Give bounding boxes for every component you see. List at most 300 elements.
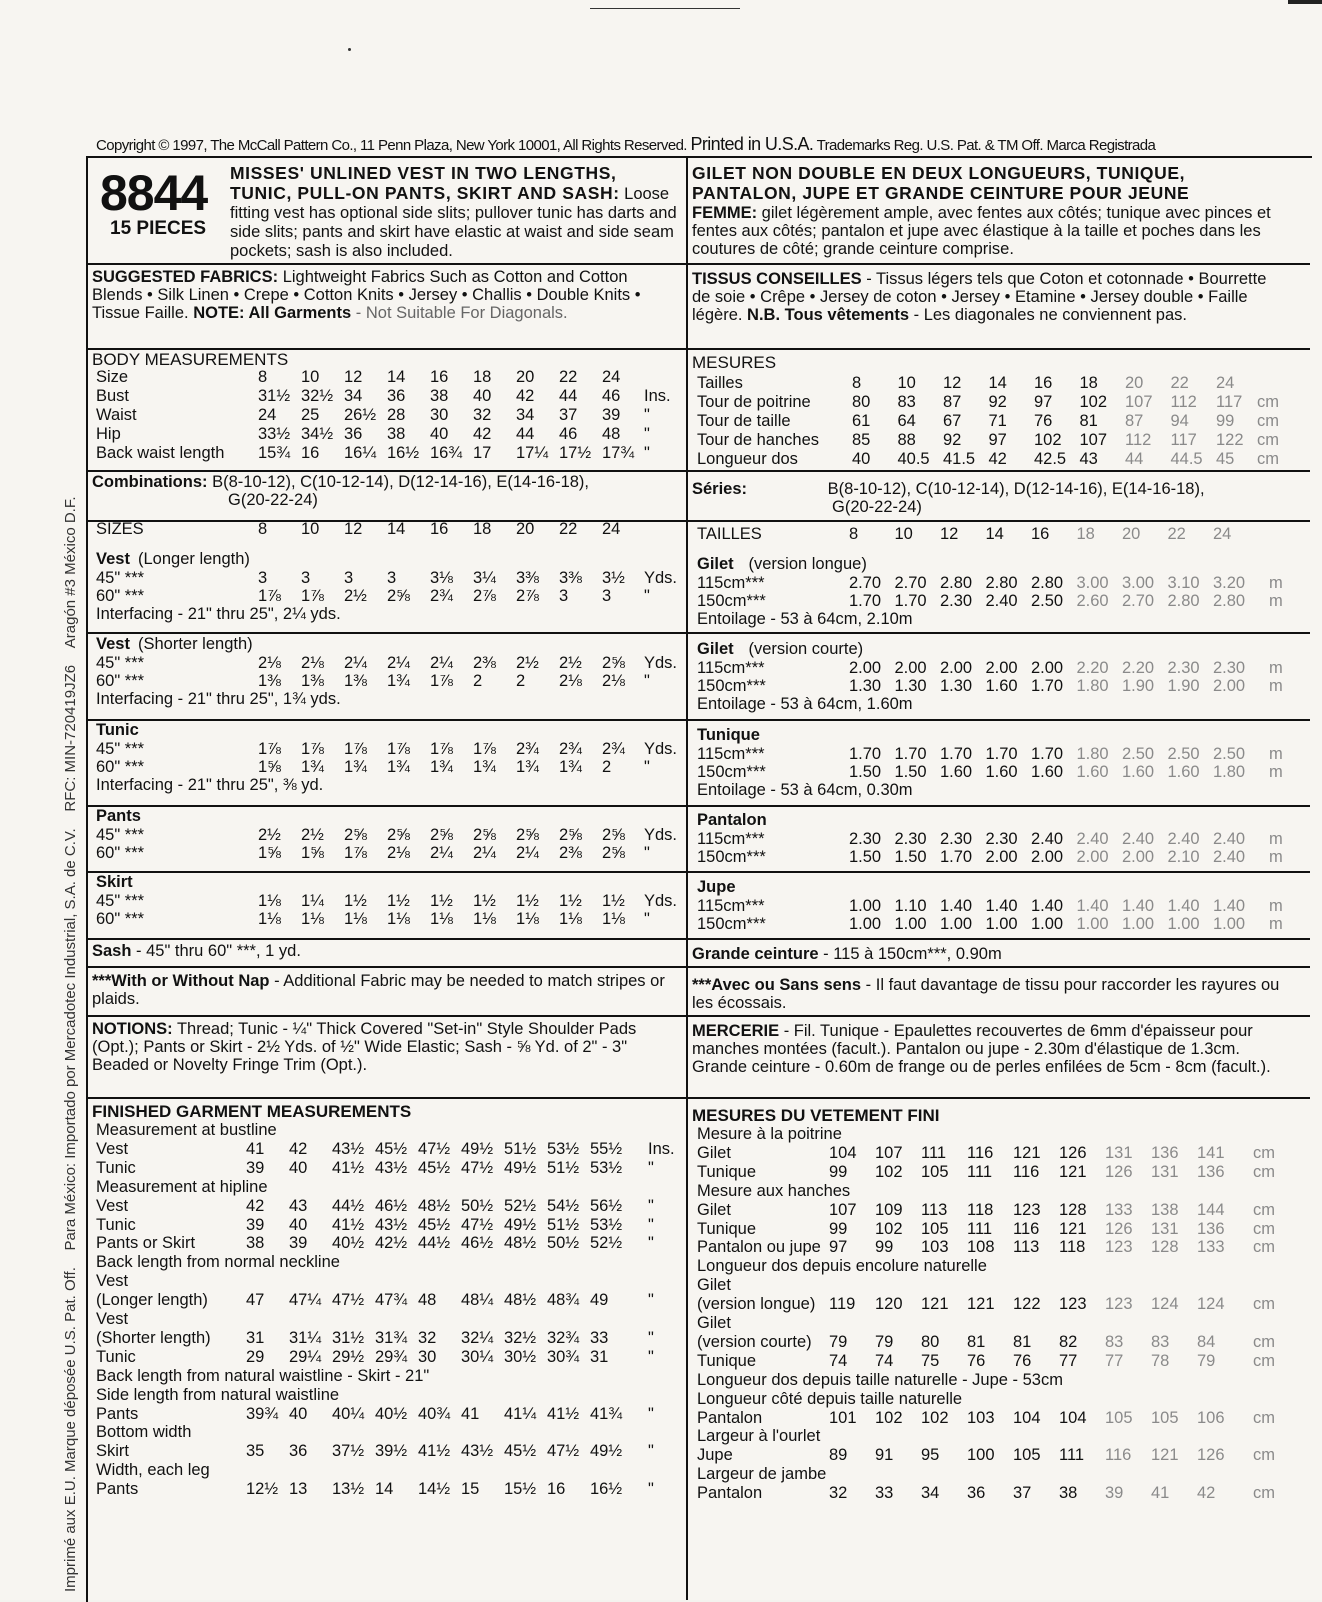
copyright-text: Copyright © 1997, The McCall Pattern Co., 11 Penn Plaza, New York 10001, All Rights Reserved.: [96, 137, 687, 154]
value-cell: 2.30: [940, 592, 973, 610]
unit-cell: ": [648, 1196, 654, 1215]
value-cell: 111: [1059, 1446, 1085, 1465]
value-cell: 29½: [332, 1347, 365, 1366]
value-cell: 42: [516, 387, 535, 405]
value-cell: 2.40: [1167, 830, 1200, 848]
finished-row: [96, 1291, 676, 1310]
value-cell: 1½: [387, 892, 410, 910]
unit-cell: cm: [1253, 1238, 1275, 1257]
value-cell: 102: [921, 1408, 949, 1427]
unit-cell: m: [1269, 763, 1283, 781]
value-cell: 3.20: [1213, 574, 1246, 592]
value-cell: 16: [430, 368, 449, 386]
value-cell: 30¾: [547, 1347, 580, 1366]
value-cell: 111: [967, 1219, 993, 1238]
garment-head: [96, 550, 676, 569]
value-cell: 17¾: [602, 444, 635, 462]
value-cell: 32: [418, 1328, 437, 1347]
row-label: Size: [96, 368, 129, 386]
value-cell: 40: [289, 1158, 308, 1177]
value-cell: 17¼: [516, 444, 549, 462]
value-cell: 81: [967, 1332, 986, 1351]
value-cell: 2.00: [1031, 659, 1064, 677]
value-cell: 40: [852, 450, 871, 468]
subhead-text: Mesure aux hanches: [697, 1181, 851, 1200]
finished-row: [96, 1329, 676, 1348]
copyright-line: [96, 134, 1306, 155]
finished-row: [697, 1484, 1287, 1503]
subhead-text: Side length from natural waistline: [96, 1385, 340, 1404]
value-cell: 38: [246, 1234, 265, 1253]
yardage-row: [96, 910, 676, 929]
value-cell: 136: [1151, 1143, 1179, 1162]
value-cell: 2.70: [849, 574, 882, 592]
value-cell: 53½: [590, 1215, 623, 1234]
unit-cell: cm: [1253, 1200, 1275, 1219]
sizes-row: [96, 520, 676, 539]
value-cell: 92: [988, 393, 1007, 411]
value-cell: 97: [1034, 393, 1053, 411]
value-cell: 16¾: [430, 444, 463, 462]
value-cell: 1.30: [849, 677, 882, 695]
value-cell: 2.00: [1122, 848, 1155, 866]
value-cell: 1.40: [985, 897, 1018, 915]
value-cell: 1⅞: [258, 587, 281, 605]
value-cell: 71: [988, 412, 1007, 430]
value-cell: 1⅝: [301, 844, 324, 862]
unit-cell: cm: [1257, 450, 1279, 468]
value-cell: 81: [1013, 1332, 1032, 1351]
value-cell: 92: [943, 431, 962, 449]
en-sash-text: - 45" thru 60" ***, 1 yd.: [136, 942, 301, 960]
value-cell: 16: [547, 1480, 566, 1499]
fr-sash-head: Grande ceinture: [692, 945, 819, 963]
value-cell: 39: [289, 1234, 308, 1253]
value-cell: 50½: [547, 1234, 580, 1253]
finished-row: [96, 1348, 676, 1367]
value-cell: 47½: [332, 1291, 365, 1310]
size-cell: 8: [258, 520, 268, 538]
value-cell: 16: [301, 444, 320, 462]
value-cell: 1⅞: [344, 740, 367, 758]
garment-name: Tunic: [96, 721, 139, 739]
value-cell: 1⅛: [387, 910, 410, 928]
value-cell: 43½: [332, 1139, 365, 1158]
finished-row: [96, 1405, 676, 1424]
value-cell: 3⅜: [516, 569, 539, 587]
finished-row: [697, 1163, 1287, 1182]
value-cell: 16¼: [344, 444, 377, 462]
value-cell: 1⅜: [301, 672, 324, 690]
value-cell: 1.00: [1213, 915, 1246, 933]
value-cell: 102: [875, 1219, 903, 1238]
finished-subhead: [96, 1121, 676, 1140]
en-comb-line2: G(20-22-24): [228, 491, 318, 509]
value-cell: 26½: [344, 406, 377, 424]
value-cell: 17½: [559, 444, 592, 462]
value-cell: 17: [473, 444, 492, 462]
value-cell: 42: [473, 425, 492, 443]
value-cell: 36: [387, 387, 406, 405]
fr-note-head: N.B. Tous vêtements: [747, 306, 910, 324]
value-cell: 76: [1034, 412, 1053, 430]
row-label: 115cm***: [697, 745, 765, 763]
value-cell: 32: [473, 406, 492, 424]
unit-cell: cm: [1253, 1484, 1275, 1503]
value-cell: 131: [1105, 1143, 1133, 1162]
unit-cell: Yds.: [644, 892, 678, 910]
value-cell: 2.00: [985, 848, 1018, 866]
value-cell: 18: [473, 368, 492, 386]
value-cell: 53½: [547, 1139, 580, 1158]
value-cell: 1¾: [430, 758, 453, 776]
value-cell: 75: [921, 1351, 940, 1370]
value-cell: 32: [829, 1484, 848, 1503]
value-cell: 49½: [590, 1442, 623, 1461]
value-cell: 47½: [547, 1442, 580, 1461]
value-cell: 13½: [332, 1480, 365, 1499]
garment-head: [697, 811, 1287, 830]
unit-cell: ": [648, 1291, 654, 1310]
value-cell: 138: [1151, 1200, 1179, 1219]
value-cell: 131: [1151, 1162, 1179, 1181]
fr-title: GILET NON DOUBLE EN DEUX LONGUEURS, TUNIQUE, PANTALON, JUPE ET GRANDE CEINTURE POUR JEUNE: [692, 163, 1190, 203]
row-label: Pantalon: [697, 1408, 763, 1427]
value-cell: 107: [1125, 393, 1153, 411]
value-cell: 31¼: [289, 1328, 322, 1347]
unit-cell: ": [648, 1328, 654, 1347]
value-cell: 88: [897, 431, 916, 449]
value-cell: 1.80: [1076, 745, 1109, 763]
unit-cell: ": [648, 1234, 654, 1253]
unit-cell: ": [644, 672, 650, 690]
row-label: 150cm***: [697, 848, 766, 866]
interfacing-row: [697, 781, 1287, 800]
en-title: MISSES' UNLINED VEST IN TWO LENGTHS, TUNIC, PULL-ON PANTS, SKIRT AND SASH:: [230, 163, 620, 203]
value-cell: 2⅞: [473, 587, 496, 605]
value-cell: 94: [1170, 412, 1189, 430]
value-cell: 2⅛: [602, 672, 625, 690]
top-rule: [590, 8, 740, 9]
value-cell: 2¾: [602, 740, 625, 758]
value-cell: 128: [1059, 1200, 1087, 1219]
value-cell: 119: [829, 1295, 856, 1314]
value-cell: 47: [246, 1291, 265, 1310]
value-cell: 102: [875, 1408, 903, 1427]
value-cell: 46½: [375, 1196, 408, 1215]
value-cell: 2⅝: [430, 826, 453, 844]
value-cell: 45½: [418, 1158, 451, 1177]
row-label: Pantalon ou jupe: [697, 1238, 821, 1257]
finished-subhead: [697, 1371, 1287, 1390]
value-cell: 99: [829, 1219, 848, 1238]
value-cell: 20: [516, 368, 535, 386]
value-cell: 2.80: [1167, 592, 1200, 610]
value-cell: 40¼: [332, 1404, 365, 1423]
en-notions-head: NOTIONS:: [92, 1020, 173, 1038]
value-cell: 2: [516, 672, 526, 690]
value-cell: 13: [289, 1480, 308, 1499]
finished-subhead: [697, 1257, 1287, 1276]
unit-cell: m: [1269, 848, 1283, 866]
value-cell: 12: [943, 374, 962, 392]
value-cell: 42: [289, 1139, 308, 1158]
row-label: Skirt: [96, 1442, 129, 1461]
unit-cell: cm: [1253, 1162, 1275, 1181]
value-cell: 102: [1034, 431, 1062, 449]
size-cell: 16: [1031, 525, 1050, 543]
value-cell: 104: [829, 1143, 857, 1162]
value-cell: 1⅛: [344, 910, 367, 928]
value-cell: 32¾: [547, 1328, 580, 1347]
value-cell: 51½: [547, 1158, 580, 1177]
value-cell: 118: [967, 1200, 994, 1219]
value-cell: 2: [602, 758, 612, 776]
value-cell: 97: [829, 1238, 848, 1257]
value-cell: 1.50: [849, 763, 882, 781]
value-cell: 8: [852, 374, 862, 392]
row-label: Tailles: [697, 374, 743, 392]
value-cell: 1.50: [894, 763, 927, 781]
value-cell: 49½: [504, 1158, 537, 1177]
value-cell: 81: [1079, 412, 1098, 430]
body-row: [96, 406, 676, 425]
value-cell: 2⅝: [559, 826, 582, 844]
value-cell: 34½: [301, 425, 334, 443]
value-cell: 45½: [504, 1442, 537, 1461]
unit-cell: cm: [1257, 431, 1279, 449]
value-cell: 1⅛: [473, 910, 496, 928]
value-cell: 33: [590, 1328, 609, 1347]
value-cell: 12½: [246, 1480, 279, 1499]
unit-cell: cm: [1253, 1143, 1275, 1162]
value-cell: 1¾: [387, 758, 410, 776]
value-cell: 1½: [516, 892, 539, 910]
value-cell: 1.00: [849, 915, 882, 933]
value-cell: 48½: [504, 1234, 537, 1253]
yardage-row: [96, 740, 676, 759]
value-cell: 1.90: [1167, 677, 1200, 695]
value-cell: 14: [387, 368, 406, 386]
row-label: Tunique: [697, 1219, 757, 1238]
value-cell: 104: [1013, 1408, 1041, 1427]
subhead-text: Longueur côté depuis taille naturelle: [697, 1389, 963, 1408]
garment-name: Vest: [96, 550, 130, 568]
value-cell: 2⅜: [473, 654, 496, 672]
side-text-rfc: RFC: MIN-720419JZ6: [62, 664, 79, 812]
value-cell: 99: [829, 1162, 848, 1181]
value-cell: 31: [590, 1347, 609, 1366]
value-cell: 2⅛: [258, 654, 281, 672]
value-cell: 1.60: [1031, 763, 1064, 781]
fr-sash-text: - 115 à 150cm***, 0.90m: [823, 945, 1002, 963]
value-cell: 36: [967, 1484, 986, 1503]
value-cell: 2.40: [1076, 830, 1109, 848]
divider: [86, 263, 688, 265]
row-label: 150cm***: [697, 677, 766, 695]
value-cell: 2.50: [1031, 592, 1064, 610]
subhead-text: Back length from natural waistline - Skirt - 21": [96, 1366, 430, 1385]
side-text-trademark: Imprimé aux E.U. Marque déposée U.S. Pat. Off.: [62, 1267, 79, 1592]
value-cell: 74: [829, 1351, 848, 1370]
value-cell: 99: [875, 1238, 894, 1257]
value-cell: 36: [289, 1442, 308, 1461]
value-cell: 2¾: [516, 740, 539, 758]
row-label: 60" ***: [96, 910, 145, 928]
finished-row: [96, 1234, 676, 1253]
yardage-row: [96, 672, 676, 691]
value-cell: 1.60: [985, 677, 1018, 695]
size-cell: 12: [344, 520, 363, 538]
value-cell: 10: [301, 368, 320, 386]
value-cell: 39: [246, 1215, 265, 1234]
row-label: Tunic: [96, 1215, 136, 1234]
row-label: Tunic: [96, 1158, 136, 1177]
finished-subhead: [697, 1276, 1287, 1295]
garment-name: Tunique: [697, 726, 760, 744]
body-row: [96, 425, 676, 444]
size-cell: 18: [473, 520, 492, 538]
value-cell: 1.50: [894, 848, 927, 866]
value-cell: 2.20: [1122, 659, 1155, 677]
value-cell: 64: [897, 412, 916, 430]
value-cell: 1.60: [1122, 763, 1155, 781]
value-cell: 121: [1013, 1143, 1041, 1162]
subhead-text: Mesure à la poitrine: [697, 1125, 842, 1143]
value-cell: 61: [852, 412, 871, 430]
value-cell: 2.30: [849, 830, 882, 848]
row-label: 115cm***: [697, 659, 765, 677]
value-cell: 33: [875, 1484, 894, 1503]
garment-note: (Shorter length): [138, 635, 253, 653]
row-label: (version courte): [697, 1332, 812, 1351]
value-cell: 105: [1105, 1408, 1133, 1427]
fr-fabrics: [692, 270, 1288, 324]
yardage-row: [697, 745, 1287, 764]
en-title-block: [230, 164, 682, 261]
value-cell: 20: [1125, 374, 1144, 392]
subhead-text: Back length from normal neckline: [96, 1253, 340, 1272]
interfacing-row: [697, 610, 1287, 629]
value-cell: 1.00: [985, 915, 1018, 933]
value-cell: 39½: [375, 1442, 408, 1461]
en-comb-head: Combinations:: [92, 473, 208, 491]
value-cell: 108: [967, 1238, 995, 1257]
row-label: 150cm***: [697, 915, 766, 933]
yardage-row: [697, 592, 1287, 611]
value-cell: 14½: [418, 1480, 451, 1499]
value-cell: 2.50: [1122, 745, 1155, 763]
value-cell: 1.00: [1167, 915, 1200, 933]
value-cell: 84: [1197, 1332, 1216, 1351]
value-cell: 15: [461, 1480, 480, 1499]
value-cell: 1⅛: [516, 910, 539, 928]
row-label: 45" ***: [96, 740, 145, 758]
value-cell: 133: [1105, 1200, 1133, 1219]
row-label: 115cm***: [697, 897, 765, 915]
value-cell: 3: [602, 587, 612, 605]
row-label: 60" ***: [96, 672, 145, 690]
value-cell: 113: [1013, 1238, 1040, 1257]
value-cell: 2⅛: [559, 672, 582, 690]
value-cell: 1.60: [940, 763, 973, 781]
value-cell: 46½: [461, 1234, 494, 1253]
value-cell: 51½: [504, 1139, 537, 1158]
value-cell: 53½: [590, 1158, 623, 1177]
value-cell: 67: [943, 412, 962, 430]
value-cell: 1⅞: [473, 740, 496, 758]
value-cell: 1.40: [940, 897, 973, 915]
value-cell: 2¼: [344, 654, 367, 672]
value-cell: 48¾: [547, 1291, 580, 1310]
finished-row: [697, 1220, 1287, 1239]
value-cell: 83: [1151, 1332, 1170, 1351]
value-cell: 2.00: [985, 659, 1018, 677]
value-cell: 46: [559, 425, 578, 443]
value-cell: 2.50: [1167, 745, 1200, 763]
value-cell: 51½: [547, 1215, 580, 1234]
fr-title-block: [692, 164, 1288, 258]
value-cell: 42: [246, 1196, 265, 1215]
value-cell: 30: [418, 1347, 437, 1366]
value-cell: 41¼: [504, 1404, 537, 1423]
finished-subhead: [96, 1367, 676, 1386]
body-row: [697, 450, 1287, 469]
size-cell: 14: [387, 520, 406, 538]
en-sash: [92, 942, 682, 960]
value-cell: 80: [921, 1332, 940, 1351]
value-cell: 116: [1105, 1446, 1132, 1465]
value-cell: 79: [829, 1332, 848, 1351]
value-cell: 2.80: [940, 574, 973, 592]
value-cell: 78: [1151, 1351, 1170, 1370]
body-row: [96, 368, 676, 387]
unit-cell: cm: [1257, 393, 1279, 411]
value-cell: 1.70: [940, 745, 973, 763]
yardage-row: [697, 848, 1287, 867]
subhead-text: Vest: [96, 1272, 129, 1291]
unit-cell: ": [644, 425, 650, 443]
value-cell: 15½: [504, 1480, 537, 1499]
value-cell: 1.40: [1122, 897, 1155, 915]
value-cell: 1.00: [849, 897, 882, 915]
value-cell: 52½: [504, 1196, 537, 1215]
finished-subhead: [96, 1178, 676, 1197]
value-cell: 2.40: [985, 592, 1018, 610]
value-cell: 95: [921, 1446, 940, 1465]
value-cell: 105: [1013, 1446, 1041, 1465]
value-cell: 48½: [418, 1196, 451, 1215]
value-cell: 40¾: [418, 1404, 451, 1423]
value-cell: 1.90: [1122, 677, 1155, 695]
row-label: 115cm***: [697, 830, 765, 848]
value-cell: 136: [1197, 1162, 1225, 1181]
value-cell: 1½: [473, 892, 496, 910]
unit-cell: ": [644, 587, 650, 605]
value-cell: 124: [1151, 1295, 1179, 1314]
subhead-text: Width, each leg: [96, 1461, 210, 1480]
value-cell: 46: [602, 387, 621, 405]
fr-nap-text: - Il faut davantage de tissu pour raccorder les rayures ou les écossais.: [692, 976, 1280, 1012]
value-cell: 131: [1151, 1219, 1179, 1238]
value-cell: 38: [430, 387, 449, 405]
garment-head: [697, 726, 1287, 745]
value-cell: 1.30: [940, 677, 973, 695]
value-cell: 49½: [504, 1215, 537, 1234]
row-label: 115cm***: [697, 574, 765, 592]
body-row: [96, 387, 676, 406]
value-cell: 2¼: [430, 654, 453, 672]
